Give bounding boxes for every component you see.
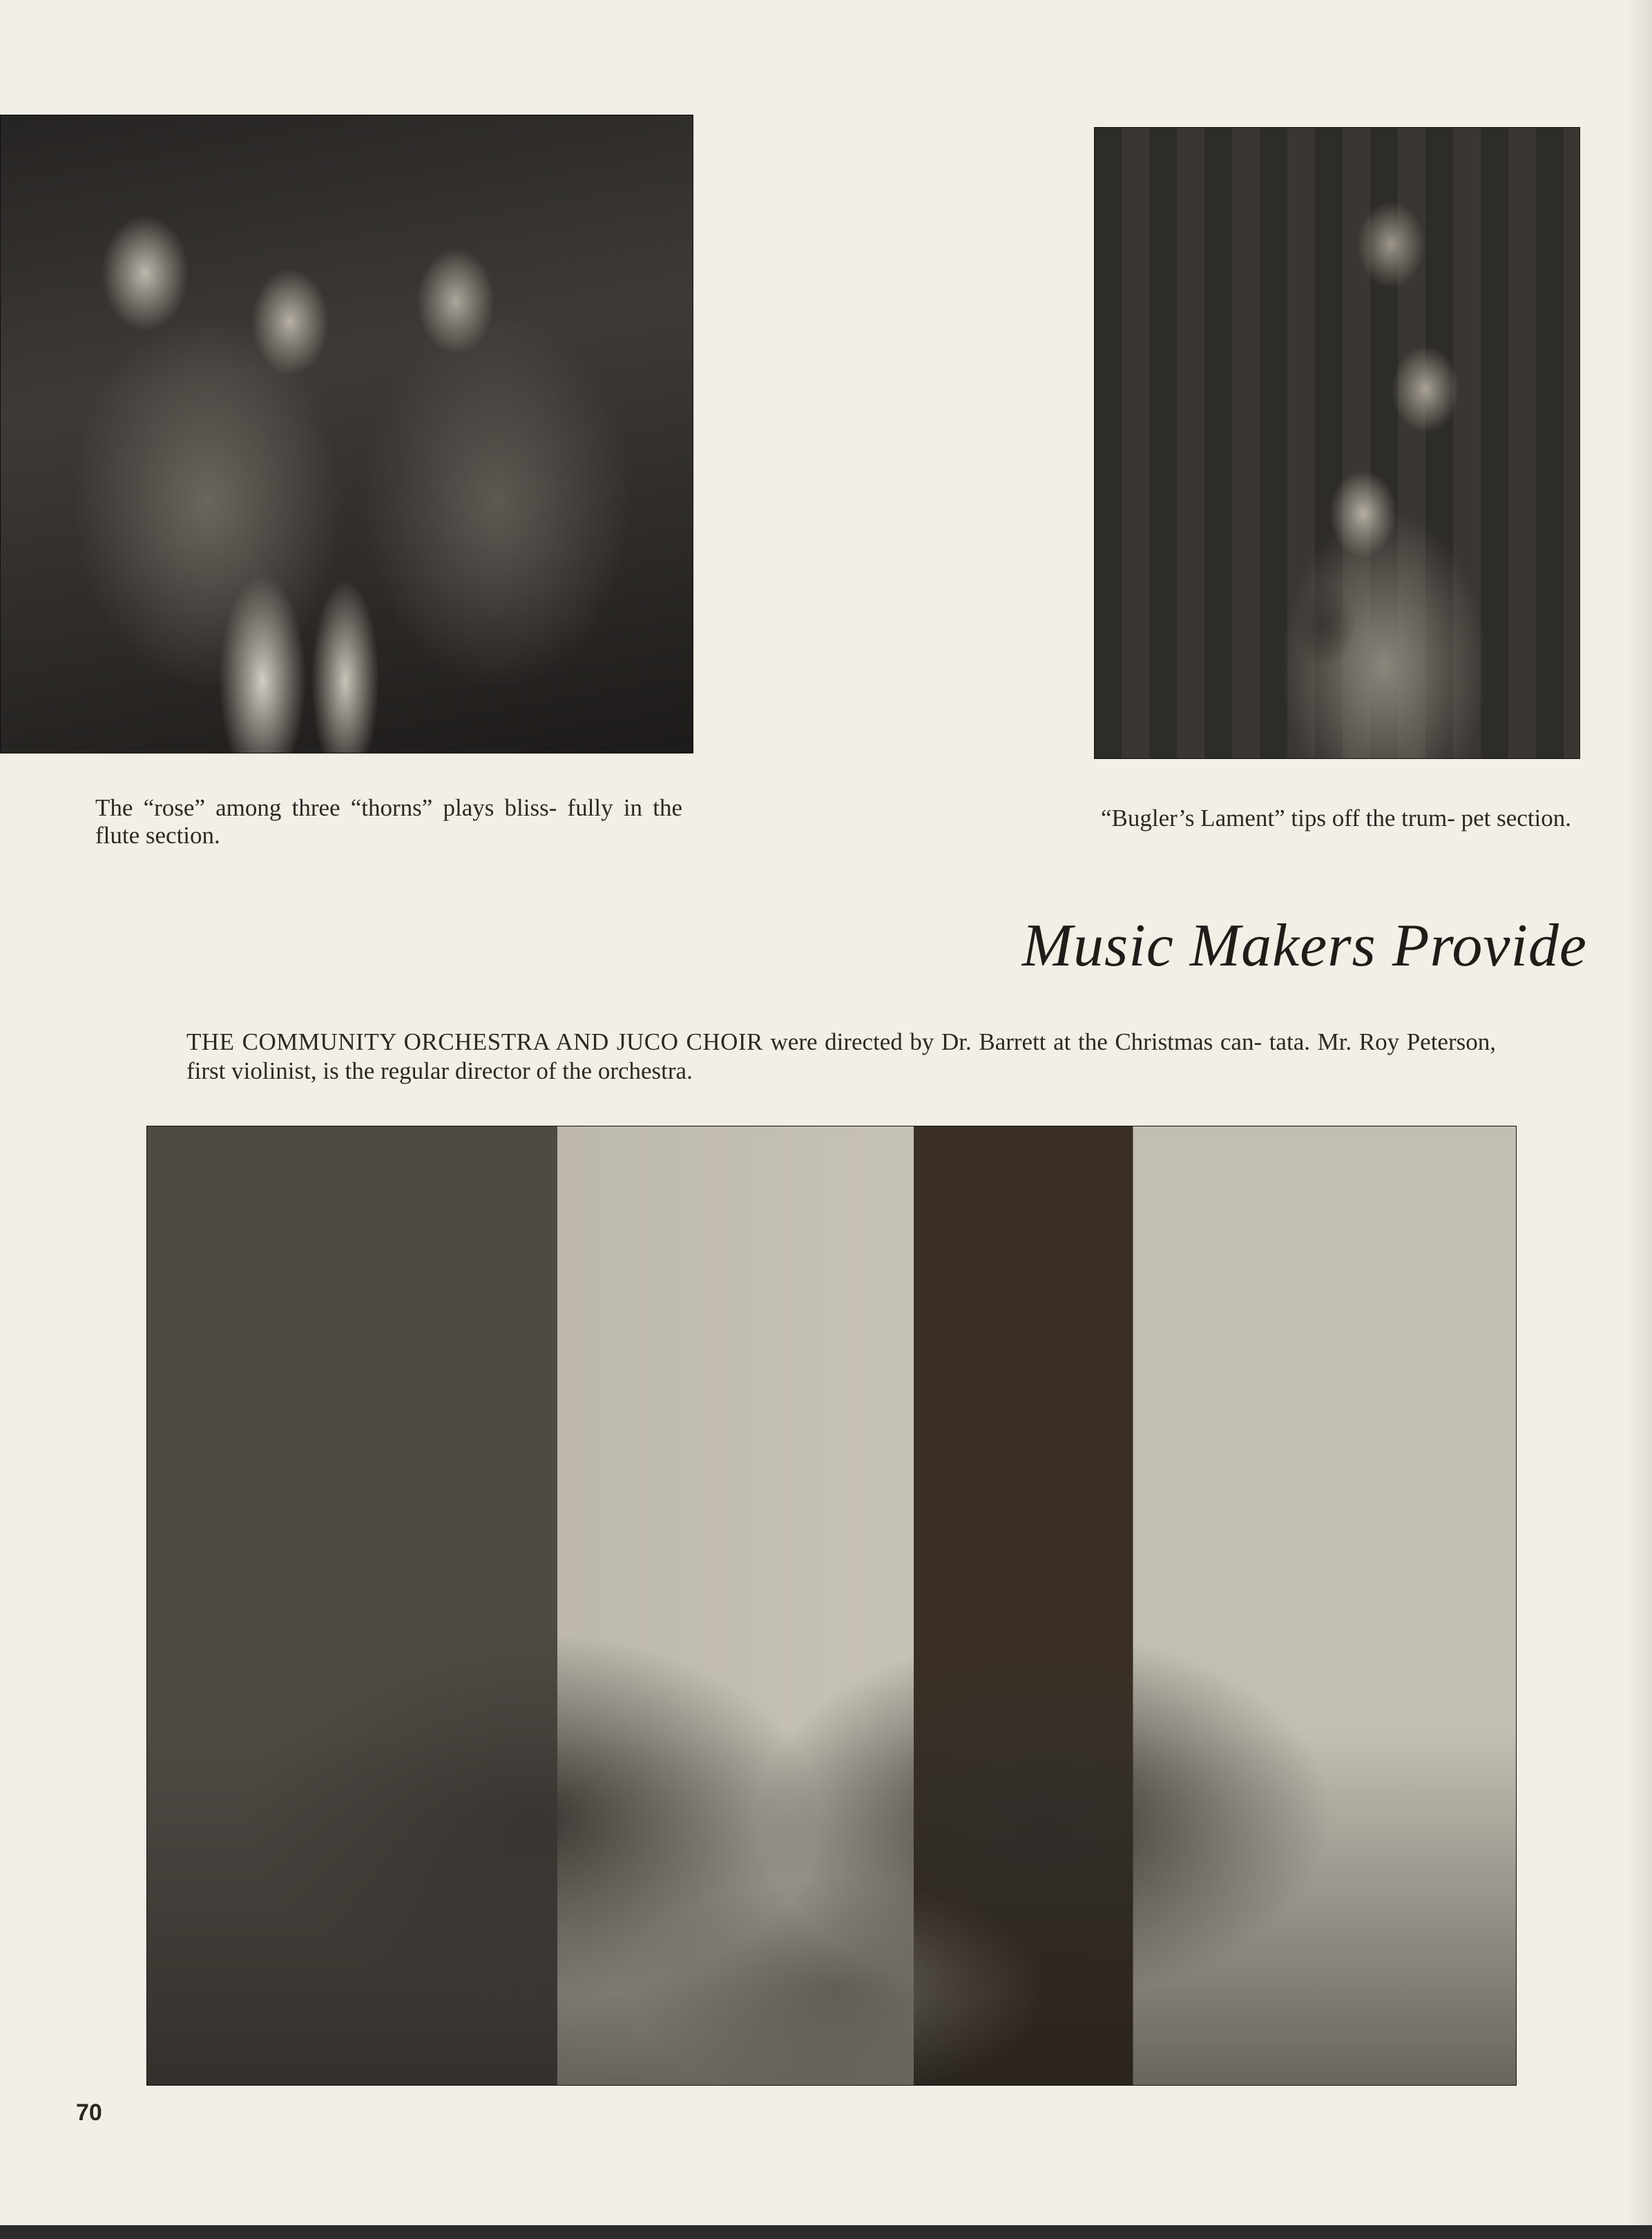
flute-section-photo xyxy=(0,115,693,753)
page-edge-shadow xyxy=(1627,0,1652,2239)
scan-bottom-edge xyxy=(0,2225,1652,2239)
trumpet-section-photo xyxy=(1094,127,1580,759)
flute-photo-caption: The “rose” among three “thorns” plays bliss- fully in the flute section. xyxy=(95,794,682,849)
trumpet-photo-caption: “Bugler’s Lament” tips off the trum- pet section. xyxy=(1101,805,1572,832)
body-text: were directed by Dr. Barrett at the Christmas can- tata. Mr. Roy Peterson, first violinist, is the regular director of the orchestra. xyxy=(186,1028,1496,1084)
body-paragraph xyxy=(186,1028,1496,1086)
page-number: 70 xyxy=(76,2099,102,2126)
body-lead-in: THE COMMUNITY ORCHESTRA AND JUCO CHOIR xyxy=(186,1028,763,1055)
page-heading: Music Makers Provide xyxy=(1021,912,1587,979)
orchestra-photo xyxy=(146,1126,1517,2086)
